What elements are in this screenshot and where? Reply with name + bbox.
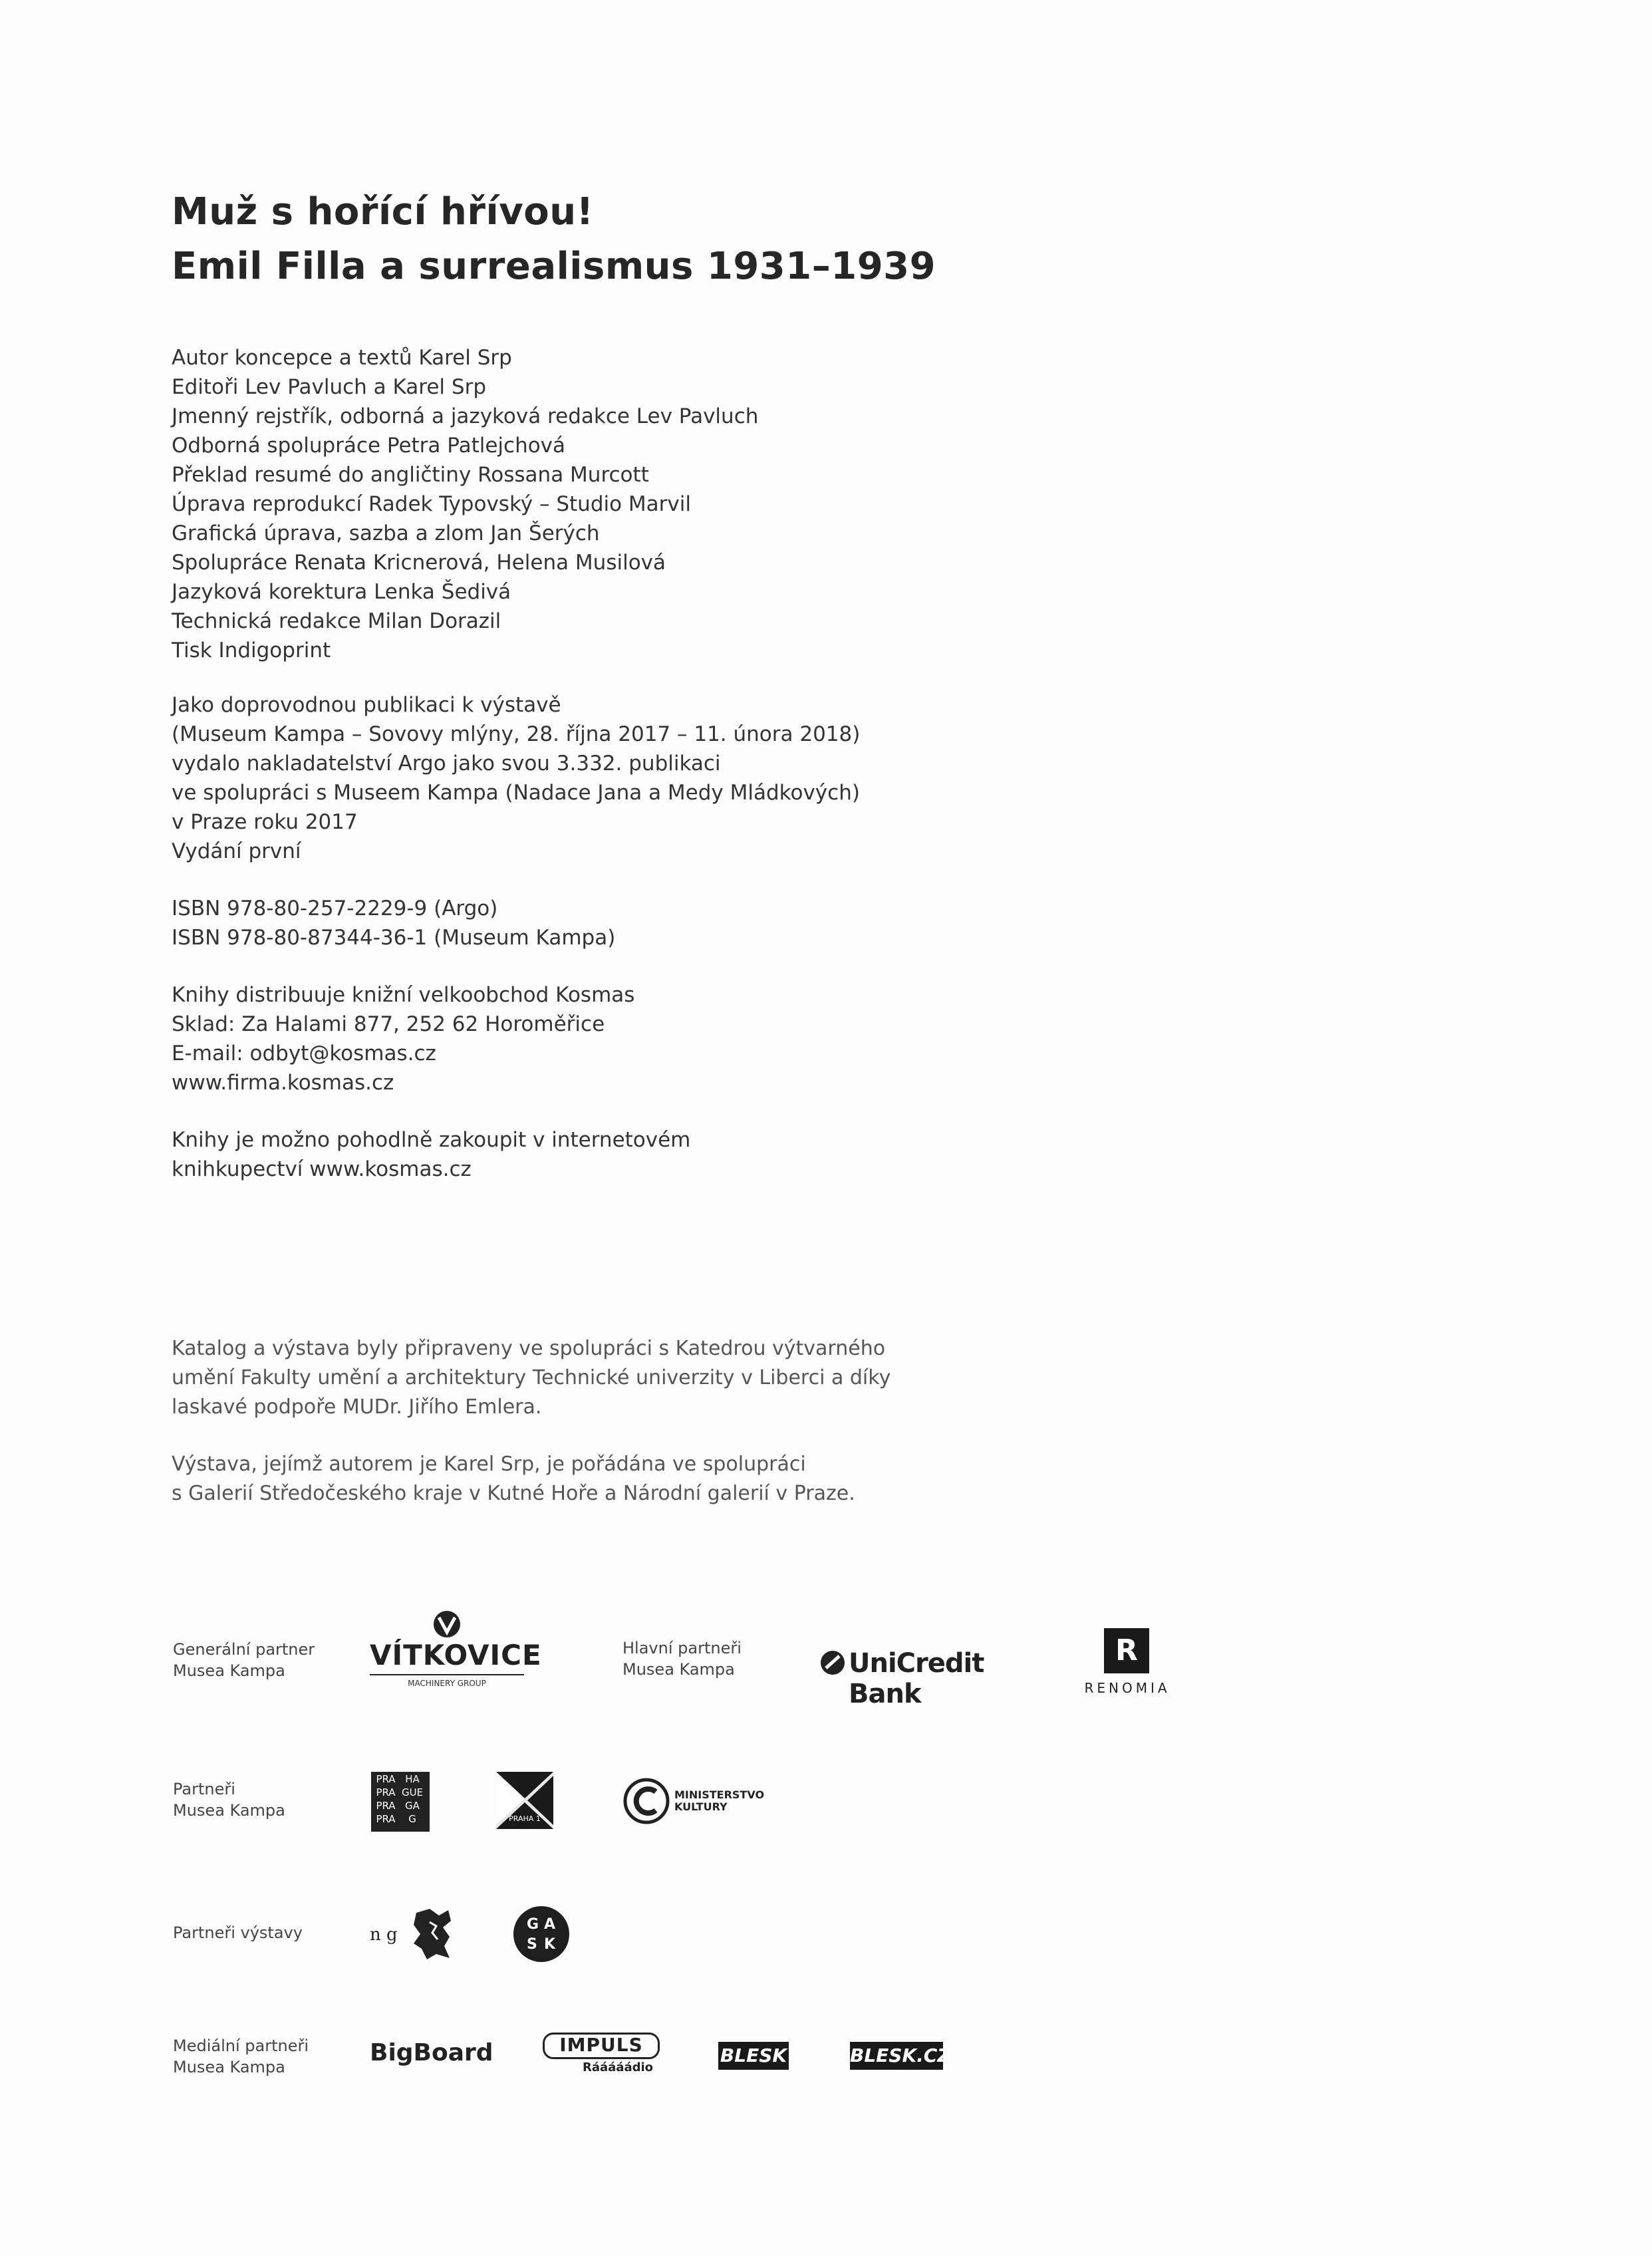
blesk-name: BLESK	[720, 2044, 787, 2066]
note-line: laskavé podpoře MUDr. Jiřího Emlera.	[172, 1395, 542, 1419]
praha-cell: HA	[405, 1773, 420, 1785]
distribution-info	[172, 980, 634, 1097]
ministerstvo-logo	[622, 1777, 795, 1826]
vitkovice-sub: MACHINERY GROUP	[408, 1679, 486, 1688]
praha-cell: PRA	[376, 1813, 396, 1825]
svg-text:A: A	[544, 1916, 556, 1933]
exhibition-note	[172, 1450, 855, 1508]
ministerstvo-line: KULTURY	[674, 1800, 728, 1813]
svg-text:G: G	[527, 1916, 539, 1933]
book-title	[172, 185, 936, 294]
publication-line: (Museum Kampa – Sovovy mlýny, 28. října 2017 – 11. února 2018)	[172, 722, 861, 746]
unicredit-name: UniCredit Bank	[849, 1648, 984, 1709]
label-line: Generální partner	[173, 1640, 315, 1659]
note-line: Výstava, jejímž autorem je Karel Srp, je pořádána ve spolupráci	[172, 1453, 806, 1476]
gask-logo	[512, 1905, 571, 1963]
shop-line: knihkupectví www.kosmas.cz	[172, 1157, 472, 1181]
credits-list	[172, 343, 758, 665]
note-line: s Galerií Středočeského kraje v Kutné Hoře a Národní galerií v Praze.	[172, 1482, 855, 1505]
unicredit-logo	[819, 1644, 1032, 1709]
credit-line: Grafická úprava, sazba a zlom Jan Šerých	[172, 521, 600, 545]
praha-cell: PRA	[376, 1800, 396, 1812]
main-partners-label	[622, 1637, 742, 1680]
title-line-2: Emil Filla a surrealismus 1931–1939	[172, 245, 936, 288]
renomia-mark: R	[1104, 1628, 1149, 1673]
publication-line: Vydání první	[172, 839, 301, 863]
ng-logo	[370, 1906, 456, 1963]
label-line: Musea Kampa	[622, 1660, 735, 1679]
bleskcz-logo	[850, 2042, 951, 2070]
shop-line: Knihy je možno pohodlně zakoupit v internetovém	[172, 1128, 691, 1152]
publication-line: v Praze roku 2017	[172, 810, 358, 834]
praha-cell: PRA	[376, 1786, 396, 1798]
label-line: Musea Kampa	[173, 1801, 285, 1820]
distribution-web: www.firma.kosmas.cz	[172, 1071, 394, 1095]
partners-label	[173, 1778, 285, 1821]
title-line-1: Muž s hořící hřívou!	[172, 190, 594, 233]
credit-line: Autor koncepce a textů Karel Srp	[172, 346, 512, 370]
lion-icon	[410, 1906, 455, 1962]
publication-line: ve spolupráci s Museem Kampa (Nadace Jana a Medy Mládkových)	[172, 781, 860, 805]
praha-logo	[371, 1772, 430, 1832]
isbn-kampa: ISBN 978-80-87344-36-1 (Museum Kampa)	[172, 926, 616, 950]
renomia-logo	[1084, 1628, 1170, 1701]
praha-cell: G	[408, 1813, 416, 1825]
publication-line: vydalo nakladatelství Argo jako svou 3.332. publikaci	[172, 752, 721, 776]
gask-emblem-icon	[512, 1905, 571, 1963]
praha-cell: GUE	[401, 1786, 424, 1798]
impuls-name: IMPULS	[559, 2034, 643, 2056]
bigboard-logo: BigBoard	[370, 2039, 493, 2066]
label-line: Musea Kampa	[173, 2058, 285, 2076]
label-line: Partneři výstavy	[173, 1923, 303, 1942]
label-line: Mediální partneři	[173, 2037, 309, 2055]
praha-cell: GA	[405, 1800, 420, 1812]
shop-info	[172, 1125, 690, 1184]
publication-info	[172, 690, 860, 866]
credit-line: Technická redakce Milan Dorazil	[172, 609, 501, 633]
publication-line: Jako doprovodnou publikaci k výstavě	[172, 693, 561, 717]
distribution-line: Sklad: Za Halami 877, 252 62 Horoměřice	[172, 1012, 605, 1036]
impuls-sub: Rááááádio	[583, 2060, 654, 2074]
vitkovice-name: VÍTKOVICE	[370, 1639, 542, 1671]
praha-cell: PRA	[376, 1773, 396, 1785]
media-partners-label	[173, 2035, 309, 2078]
label-line: Hlavní partneři	[622, 1639, 742, 1657]
ng-text: n g	[370, 1925, 398, 1945]
distribution-email: E-mail: odbyt@kosmas.cz	[172, 1042, 436, 1065]
unicredit-emblem-icon	[819, 1649, 846, 1676]
credit-line: Překlad resumé do angličtiny Rossana Murcott	[172, 463, 649, 487]
credit-line: Tisk Indigoprint	[172, 638, 331, 662]
exhibition-partners-label	[173, 1922, 303, 1943]
svg-text:S: S	[527, 1936, 537, 1953]
note-line: umění Fakulty umění a architektury Technické univerzity v Liberci a díky	[172, 1366, 891, 1389]
ministerstvo-emblem-icon	[622, 1777, 670, 1825]
ministerstvo-name	[674, 1789, 764, 1813]
label-line: Musea Kampa	[173, 1661, 285, 1680]
note-line: Katalog a výstava byly připraveny ve spolupráci s Katedrou výtvarného	[172, 1337, 886, 1360]
ministerstvo-line: MINISTERSTVO	[674, 1788, 765, 1801]
credit-line: Jmenný rejstřík, odborná a jazyková redakce Lev Pavluch	[172, 404, 759, 428]
impuls-logo	[543, 2033, 660, 2079]
catalog-note	[172, 1334, 891, 1422]
isbn-block	[172, 894, 615, 952]
credit-line: Úprava reprodukcí Radek Typovský – Studio Marvil	[172, 492, 691, 516]
blesk-logo	[718, 2042, 789, 2070]
credit-line: Editoři Lev Pavluch a Karel Srp	[172, 375, 486, 399]
praha1-logo	[496, 1772, 553, 1829]
general-partner-label	[173, 1639, 315, 1681]
bleskcz-name: BLESK.CZ	[850, 2044, 951, 2066]
vitkovice-logo	[370, 1610, 542, 1696]
label-line: Partneři	[173, 1780, 235, 1798]
distribution-line: Knihy distribuuje knižní velkoobchod Kosmas	[172, 983, 635, 1007]
renomia-name: RENOMIA	[1084, 1680, 1170, 1696]
credit-line: Odborná spolupráce Petra Patlejchová	[172, 434, 566, 458]
credit-line: Jazyková korektura Lenka Šedivá	[172, 580, 511, 604]
credit-line: Spolupráce Renata Kricnerová, Helena Musilová	[172, 551, 666, 575]
praha1-text: PRAHA 1	[509, 1814, 541, 1823]
isbn-argo: ISBN 978-80-257-2229-9 (Argo)	[172, 897, 498, 920]
svg-text:K: K	[544, 1936, 556, 1953]
